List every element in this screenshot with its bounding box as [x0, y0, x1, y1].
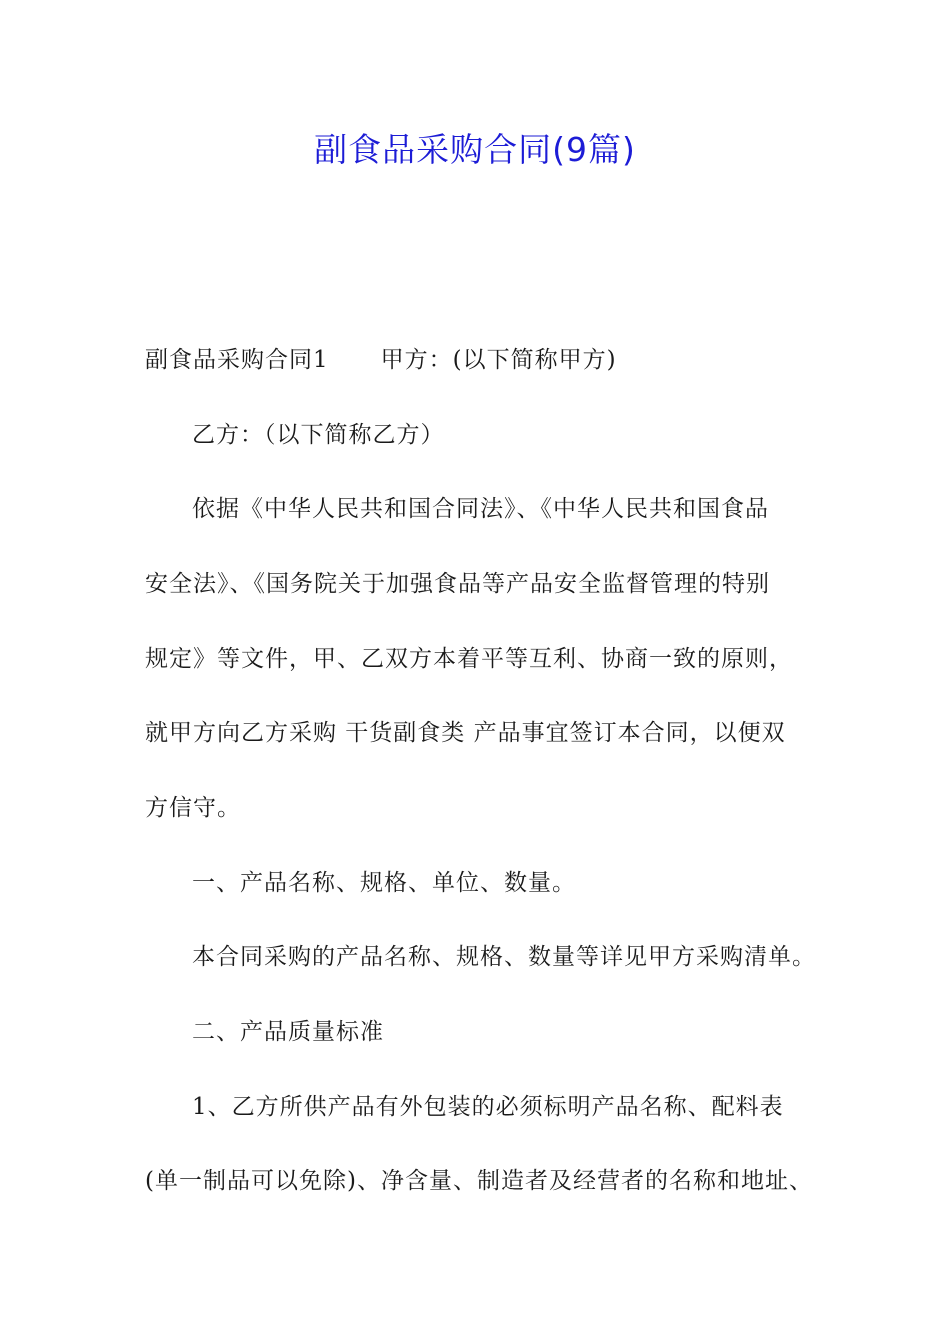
paragraph-line: 方信守。: [145, 795, 241, 821]
paragraph-line: 规定》等文件，甲、乙双方本着平等互利、协商一致的原则，: [145, 646, 793, 672]
contract-heading: 副食品采购合同1: [145, 347, 329, 373]
section-heading: 一、产品名称、规格、单位、数量。: [192, 870, 576, 896]
paragraph-line: 依据《中华人民共和国合同法》、《中华人民共和国食品: [192, 496, 769, 522]
paragraph-line: 就甲方向乙方采购 干货副食类 产品事宜签订本合同，以便双: [145, 720, 786, 746]
paragraph-line: 本合同采购的产品名称、规格、数量等详见甲方采购清单。: [192, 944, 816, 970]
paragraph-line: [145, 345, 825, 375]
party-b-line: 乙方：（以下简称乙方）: [192, 422, 445, 448]
party-a-label: 甲方：(以下简称甲方): [380, 347, 617, 373]
paragraph-line: (单一制品可以免除)、净含量、制造者及经营者的名称和地址、: [145, 1168, 813, 1194]
paragraph-line: 安全法》、《国务院关于加强食品等产品安全监督管理的特别: [145, 571, 770, 597]
paragraph-line: 1、乙方所供产品有外包装的必须标明产品名称、配料表: [192, 1094, 784, 1120]
document-title: 副食品采购合同(9篇): [314, 130, 636, 169]
section-heading: 二、产品质量标准: [192, 1019, 384, 1045]
